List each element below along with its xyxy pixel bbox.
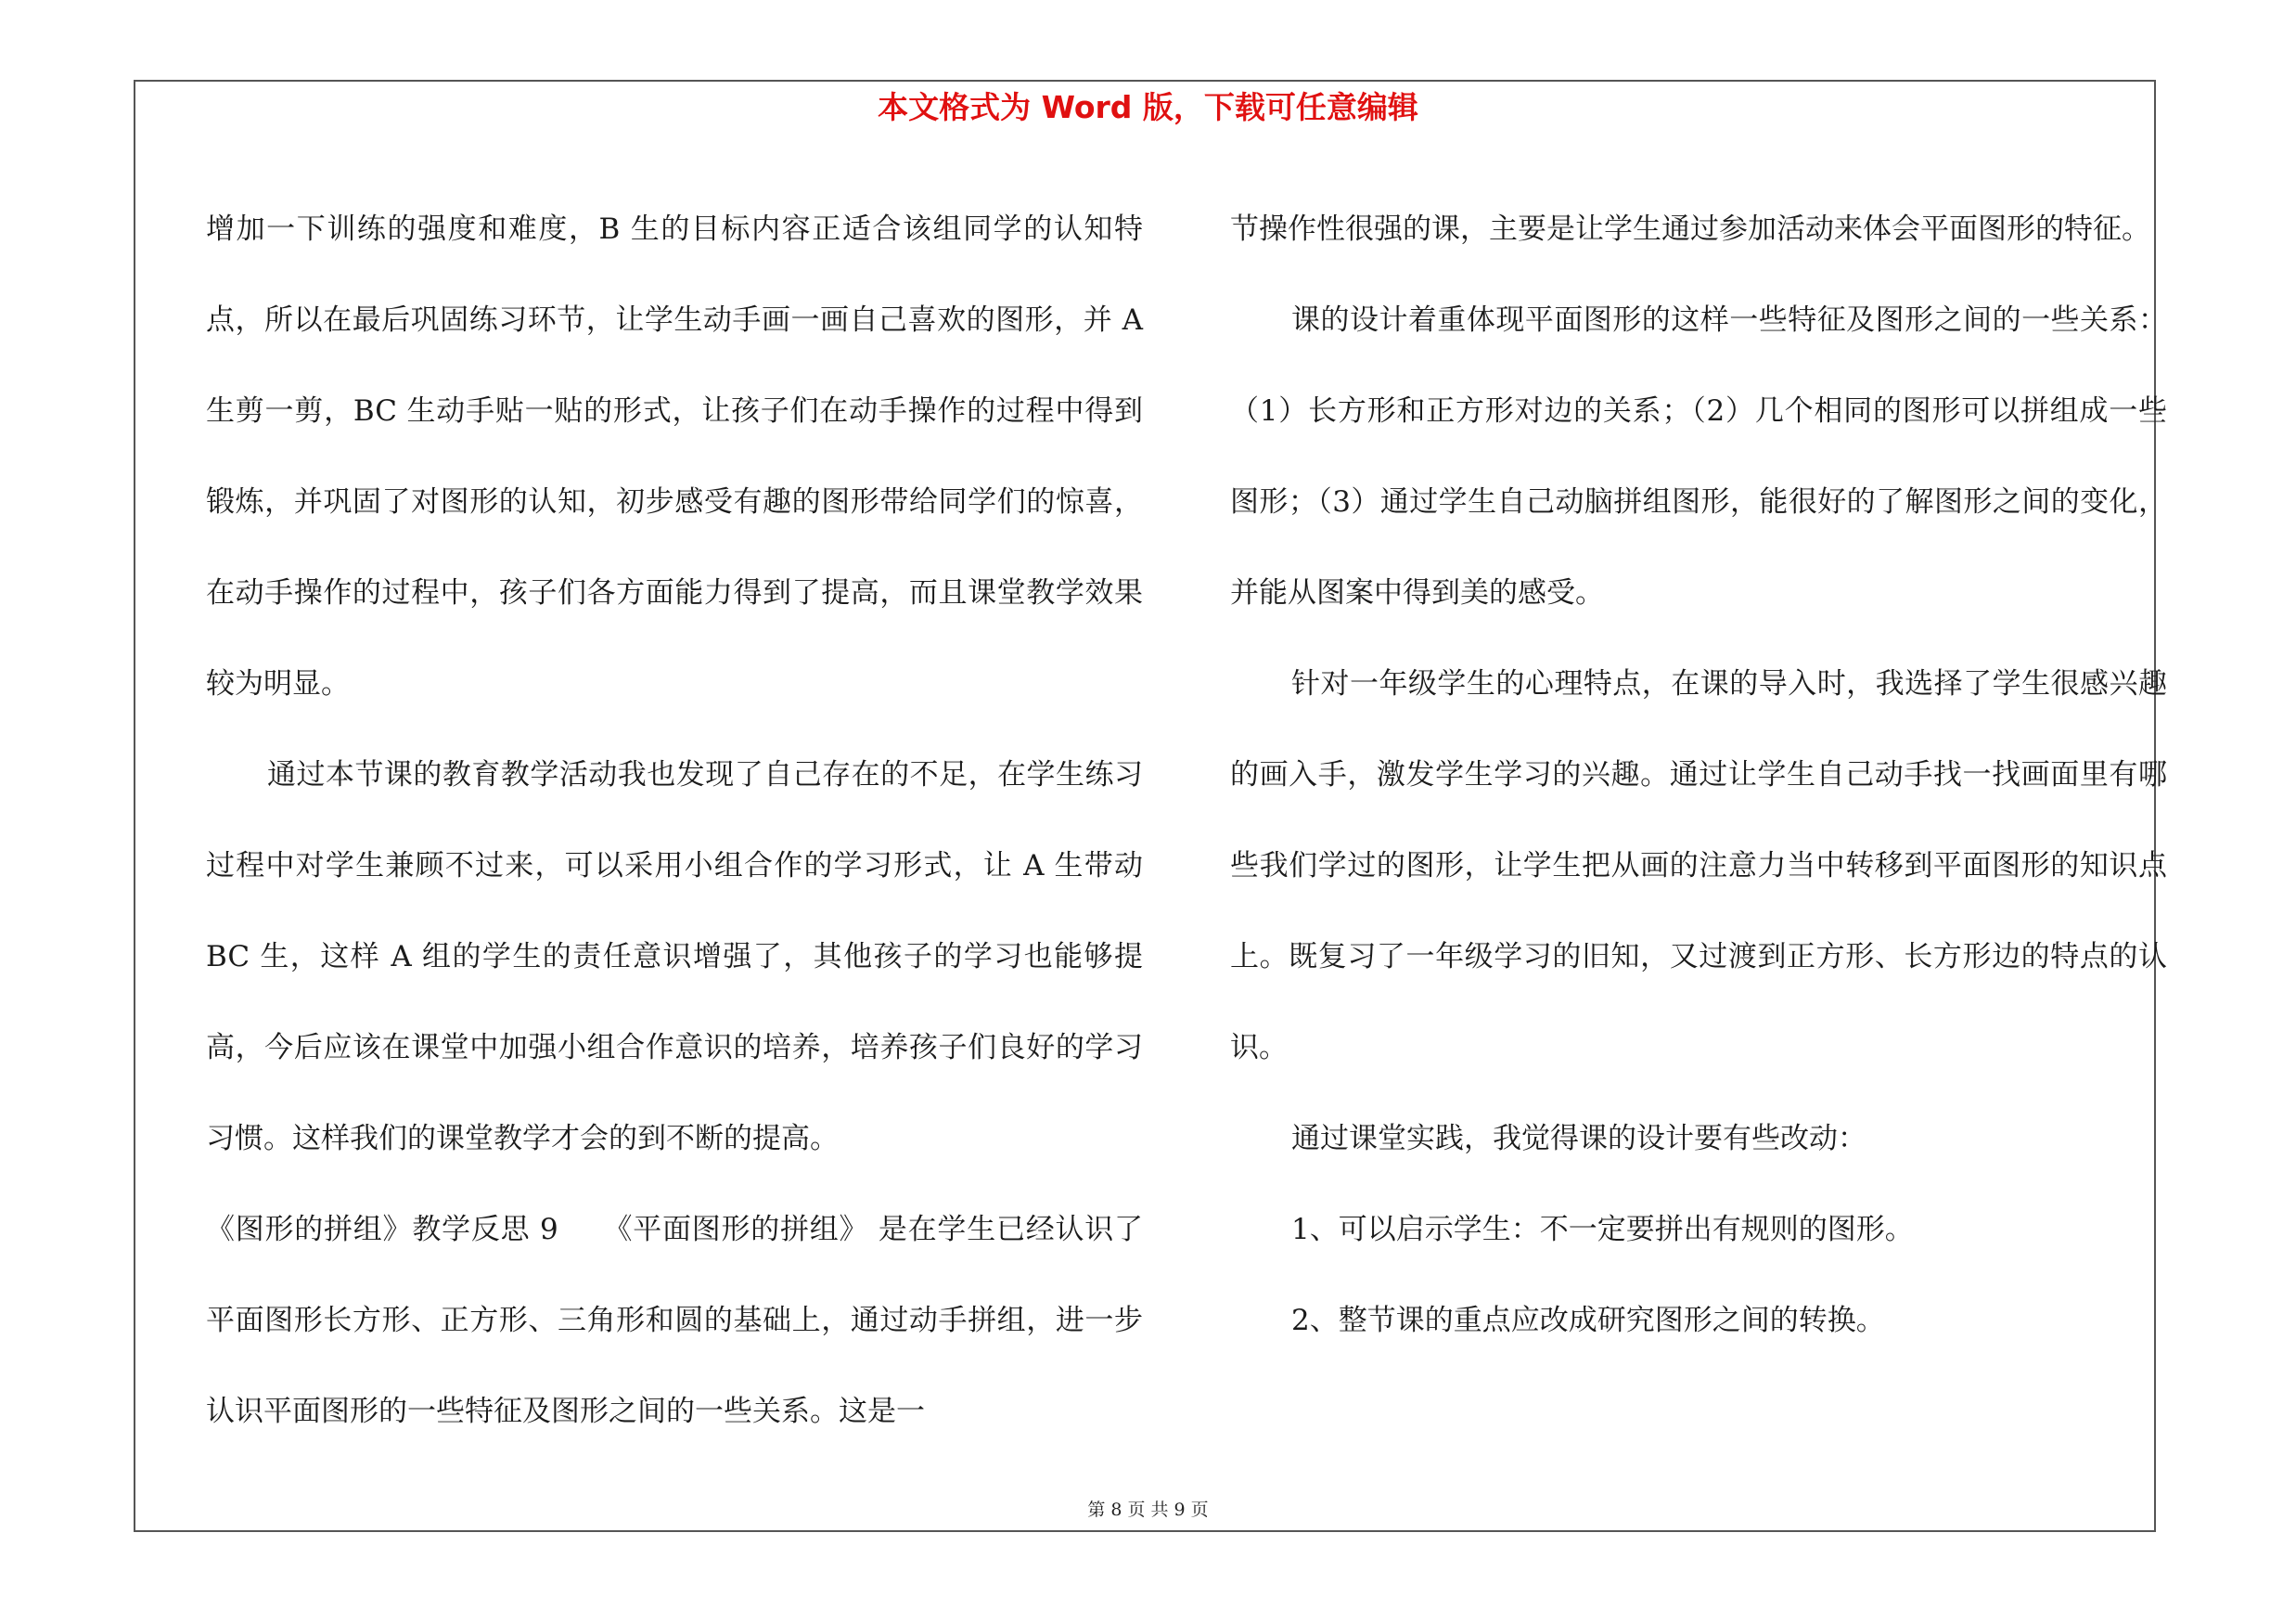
format-banner: 本文格式为 Word 版，下载可任意编辑 xyxy=(878,89,1418,125)
left-column xyxy=(206,184,1143,1457)
paragraph: 1、可以启示学生：不一定要拼出有规则的图形。 xyxy=(1291,1213,1914,1246)
paragraph: 针对一年级学生的心理特点，在课的导入时，我选择了学生很感兴趣的画入手，激发学生学习的兴趣。通过让学生自己动手找一找画面里有哪些我们学过的图形，让学生把从画的注意力当中转移到平面图形的知识点上。既复习了一年级学习的旧知，又过渡到正方形、长方形边的特点的认识。 xyxy=(1230,667,2167,1064)
paragraph: 通过本节课的教育教学活动我也发现了自己存在的不足，在学生练习过程中对学生兼顾不过来，可以采用小组合作的学习形式，让 A 生带动 BC 生，这样 A 组的学生的责任意识增强了，其他孩子的学习也能够提高，今后应该在课堂中加强小组合作意识的培养，培养孩子们良好的学习习惯。这样我们的课堂教学才会的到不断的提高。 xyxy=(206,758,1143,1155)
paragraph: 《图形的拼组》教学反思 9 《平面图形的拼组》 是在学生已经认识了平面图形长方形、正方形、三角形和圆的基础上，通过动手拼组，进一步认识平面图形的一些特征及图形之间的一些关系。这是一 xyxy=(206,1213,1143,1428)
paragraph: 2、整节课的重点应改成研究图形之间的转换。 xyxy=(1291,1304,1885,1337)
paragraph: 课的设计着重体现平面图形的这样一些特征及图形之间的一些关系：（1）长方形和正方形对边的关系；（2）几个相同的图形可以拼组成一些图形；（3）通过学生自己动脑拼组图形，能很好的了解图形之间的变化，并能从图案中得到美的感受。 xyxy=(1230,303,2167,610)
right-column xyxy=(1230,184,2167,1366)
page-number: 第 8 页 共 9 页 xyxy=(1087,1500,1209,1520)
paragraph: 通过课堂实践，我觉得课的设计要有些改动： xyxy=(1291,1122,1866,1155)
paragraph: 增加一下训练的强度和难度，B 生的目标内容正适合该组同学的认知特点，所以在最后巩固练习环节，让学生动手画一画自己喜欢的图形，并 A 生剪一剪，BC 生动手贴一贴的形式，让孩子们在动手操作的过程中得到锻炼，并巩固了对图形的认知，初步感受有趣的图形带给同学们的惊喜，在动手操作的过程中，孩子们各方面能力得到了提高，而且课堂教学效果较为明显。 xyxy=(206,213,1143,701)
paragraph: 节操作性很强的课，主要是让学生通过参加活动来体会平面图形的特征。 xyxy=(1230,213,2150,246)
